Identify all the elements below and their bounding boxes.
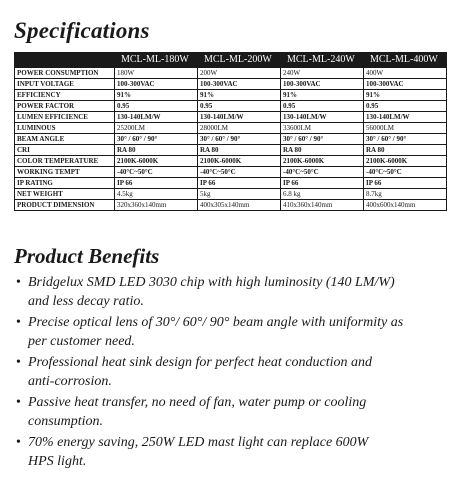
spec-value: IP 66	[198, 178, 281, 189]
spec-label: INPUT VOLTAGE	[15, 79, 115, 90]
benefit-line-continued: and less decay ratio.	[28, 294, 144, 309]
model-header-200w: MCL-ML-200W	[198, 53, 281, 68]
spec-value: 130-140LM/W	[115, 112, 198, 123]
benefit-line: Bridgelux SMD LED 3030 chip with high luminosity (140 LM/W)	[28, 275, 395, 290]
spec-value: 2100K-6000K	[281, 156, 364, 167]
spec-label: COLOR TEMPERATURE	[15, 156, 115, 167]
spec-value: 400x600x140mm	[364, 200, 447, 211]
spec-value: 5kg	[198, 189, 281, 200]
spec-value: 410x360x140mm	[281, 200, 364, 211]
spec-label: BEAM ANGLE	[15, 134, 115, 145]
list-item	[14, 313, 454, 351]
list-item	[14, 353, 454, 391]
table-row	[15, 79, 447, 90]
spec-value: 30° / 60° / 90°	[281, 134, 364, 145]
specifications-table-body	[15, 53, 447, 211]
benefit-line-continued: per customer need.	[28, 334, 135, 349]
table-row	[15, 178, 447, 189]
spec-value: 6.8 kg	[281, 189, 364, 200]
spec-value: 56000LM	[364, 123, 447, 134]
spec-value: RA 80	[198, 145, 281, 156]
spec-label: POWER FACTOR	[15, 101, 115, 112]
spec-value: 130-140LM/W	[364, 112, 447, 123]
table-row	[15, 68, 447, 79]
table-row	[15, 134, 447, 145]
benefit-line-continued: HPS light.	[28, 454, 87, 469]
bullet-icon: •	[16, 275, 21, 290]
benefit-line: 70% energy saving, 250W LED mast light can replace 600W	[28, 435, 369, 450]
spec-value: 2100K-6000K	[198, 156, 281, 167]
spec-value: 2100K-6000K	[115, 156, 198, 167]
spec-value: 4.5kg	[115, 189, 198, 200]
spec-value: 30° / 60° / 90°	[364, 134, 447, 145]
spec-value: 91%	[115, 90, 198, 101]
bullet-icon: •	[16, 395, 21, 410]
spec-value: -40°C~50°C	[364, 167, 447, 178]
benefit-line-continued: consumption.	[28, 414, 104, 429]
list-item	[14, 433, 454, 471]
specifications-title: Specifications	[14, 18, 150, 43]
spec-label: EFFICIENCY	[15, 90, 115, 101]
bullet-icon: •	[16, 355, 21, 370]
table-row	[15, 189, 447, 200]
spec-value: 0.95	[281, 101, 364, 112]
spec-value: 28000LM	[198, 123, 281, 134]
model-header-180w: MCL-ML-180W	[115, 53, 198, 68]
spec-value: 30° / 60° / 90°	[198, 134, 281, 145]
spec-label: NET WEIGHT	[15, 189, 115, 200]
product-benefits-list	[14, 273, 454, 473]
spec-value: IP 66	[115, 178, 198, 189]
list-item	[14, 273, 454, 311]
benefit-line: Professional heat sink design for perfect heat conduction and	[28, 355, 372, 370]
benefit-line-continued: anti-corrosion.	[28, 374, 112, 389]
spec-value: 130-140LM/W	[198, 112, 281, 123]
spec-value: 100-300VAC	[364, 79, 447, 90]
table-row	[15, 200, 447, 211]
spec-value: 33600LM	[281, 123, 364, 134]
spec-value: RA 80	[281, 145, 364, 156]
specifications-table	[14, 52, 447, 211]
spec-value: RA 80	[115, 145, 198, 156]
table-row	[15, 145, 447, 156]
spec-value: 100-300VAC	[198, 79, 281, 90]
spec-value: 8.7kg	[364, 189, 447, 200]
spec-value: 100-300VAC	[281, 79, 364, 90]
spec-value: 200W	[198, 68, 281, 79]
table-row	[15, 90, 447, 101]
table-row	[15, 101, 447, 112]
table-header-row	[15, 53, 447, 68]
spec-value: 0.95	[364, 101, 447, 112]
spec-value: 180W	[115, 68, 198, 79]
spec-value: RA 80	[364, 145, 447, 156]
spec-label: POWER CONSUMPTION	[15, 68, 115, 79]
model-header-240w: MCL-ML-240W	[281, 53, 364, 68]
spec-value: 2100K-6000K	[364, 156, 447, 167]
spec-label: IP RATING	[15, 178, 115, 189]
table-row	[15, 167, 447, 178]
spec-value: 91%	[281, 90, 364, 101]
table-row	[15, 156, 447, 167]
spec-label: LUMINOUS	[15, 123, 115, 134]
spec-value: 0.95	[115, 101, 198, 112]
benefit-line: Passive heat transfer, no need of fan, water pump or cooling	[28, 395, 367, 410]
spec-value: 400x305x140mm	[198, 200, 281, 211]
spec-value: 240W	[281, 68, 364, 79]
table-row	[15, 112, 447, 123]
spec-value: 91%	[198, 90, 281, 101]
spec-value: -40°C~50°C	[198, 167, 281, 178]
spec-label: LUMEN EFFICIENCE	[15, 112, 115, 123]
spec-value: 130-140LM/W	[281, 112, 364, 123]
bullet-icon: •	[16, 435, 21, 450]
spec-value: -40°C~50°C	[281, 167, 364, 178]
spec-value: 400W	[364, 68, 447, 79]
spec-value: 100-300VAC	[115, 79, 198, 90]
spec-label: WORKING TEMPT	[15, 167, 115, 178]
spec-value: 320x360x140mm	[115, 200, 198, 211]
list-item	[14, 393, 454, 431]
spec-value: 0.95	[198, 101, 281, 112]
spec-value: -40°C~50°C	[115, 167, 198, 178]
spec-value: 30° / 60° / 90°	[115, 134, 198, 145]
product-benefits-title: Product Benefits	[14, 244, 160, 268]
table-header-blank	[15, 53, 115, 68]
benefit-line: Precise optical lens of 30°/ 60°/ 90° beam angle with uniformity as	[28, 315, 404, 330]
spec-value: 25200LM	[115, 123, 198, 134]
model-header-400w: MCL-ML-400W	[364, 53, 447, 68]
spec-value: IP 66	[364, 178, 447, 189]
spec-value: IP 66	[281, 178, 364, 189]
spec-value: 91%	[364, 90, 447, 101]
table-row	[15, 123, 447, 134]
bullet-icon: •	[16, 315, 21, 330]
spec-label: CRI	[15, 145, 115, 156]
spec-label: PRODUCT DIMENSION	[15, 200, 115, 211]
specifications-table-container	[14, 52, 446, 211]
